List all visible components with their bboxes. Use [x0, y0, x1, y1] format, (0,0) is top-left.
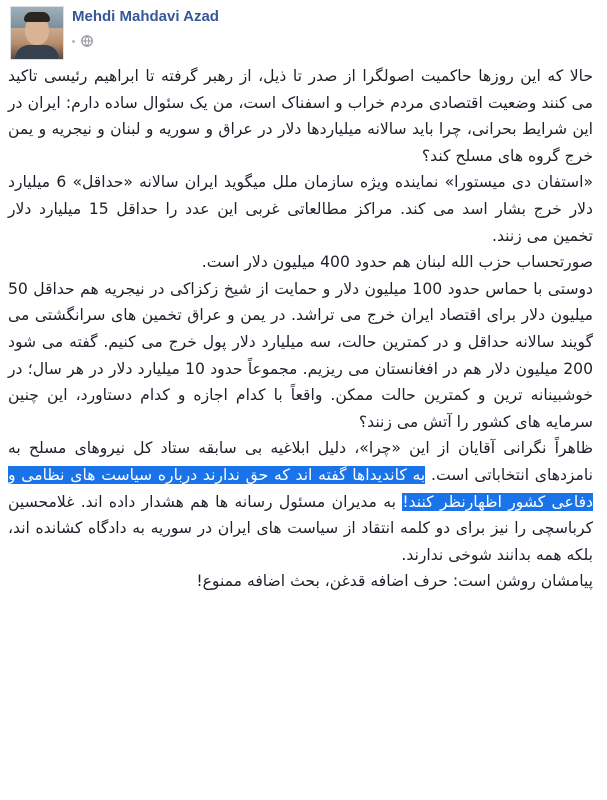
globe-icon[interactable] — [81, 35, 93, 47]
meta-separator-dot — [72, 40, 75, 43]
post-paragraph — [8, 435, 593, 568]
post-body — [8, 63, 593, 595]
paragraph-text: به مدیران مسئول رسانه ها هم هشدار داده اند. غلامحسین کرباسچی را نیز برای دو کلمه انتقاد از سیاست های ایران در سوریه به دادگاه کشانده اند، بلکه همه بدانند شوخی ندارند. — [8, 492, 593, 564]
avatar-hair — [24, 12, 50, 22]
post-paragraph: حالا که این روزها حاکمیت اصولگرا از صدر تا ذیل، از رهبر گرفته تا ابراهیم رئیسی تاکید می کنند وضعیت اقتصادی مردم خراب و اسفناک است، من یک سئوال ساده دارم: ایران در این شرایط بحرانی، چرا باید سالانه میلیاردها دلار در عراق و سوریه و لبنان و نیجریه و یمن خرج گروه های مسلح کند؟ — [8, 67, 593, 165]
highlighted-text: به کاندیداها گفته اند که حق ندارند درباره سیاست های نظامی و دفاعی کشور اظهارنظر کنند! — [8, 465, 594, 511]
avatar-shirt — [15, 45, 59, 60]
post-meta — [72, 34, 93, 48]
post-closing: پیامشان روشن است: حرف اضافه قدغن، بحث اضافه ممنوع! — [196, 572, 593, 591]
author-avatar[interactable] — [10, 6, 64, 60]
author-name[interactable]: Mehdi Mahdavi Azad — [72, 8, 219, 25]
post-paragraph: صورتحساب حزب الله لبنان هم حدود 400 میلیون دلار است. — [201, 253, 593, 272]
post-paragraph: «استفان دی میستورا» نماینده ویژه سازمان ملل میگوید ایران سالانه «حداقل» 6 میلیارد دلار خرج بشار اسد می کند. مراکز مطالعاتی غربی این عدد را حداقل 15 میلیارد دلار تخمین می زنند. — [8, 173, 593, 245]
paragraph-text: ظاهراً نگرانی آقایان از این «چرا»، دلیل ابلاغیه بی سابقه ستاد کل نیروهای مسلح به نامزدهای انتخاباتی است. — [8, 439, 593, 484]
post-paragraph: دوستی با حماس حدود 100 میلیون دلار و حمایت از شیخ زکزاکی در نیجریه هم حداقل 50 میلیون دلار برای اقتصاد ایران خرج می تراشد. در یمن و عراق تخمین های سرانگشتی می گویند سالانه حداقل و در کمترین حالت، سه میلیارد دلار پول خرج می کنیم. گفته می شود 200 میلیون دلار هم در افغانستان می ریزیم. مجموعاً حدود 10 میلیارد دلار در هر سال؛ در خوشبینانه ترین و کمترین حالت ممکن. واقعاً با کدام اجازه و کدام دستاورد، این چنین سرمایه های کشور را آتش می زنند؟ — [8, 279, 593, 431]
